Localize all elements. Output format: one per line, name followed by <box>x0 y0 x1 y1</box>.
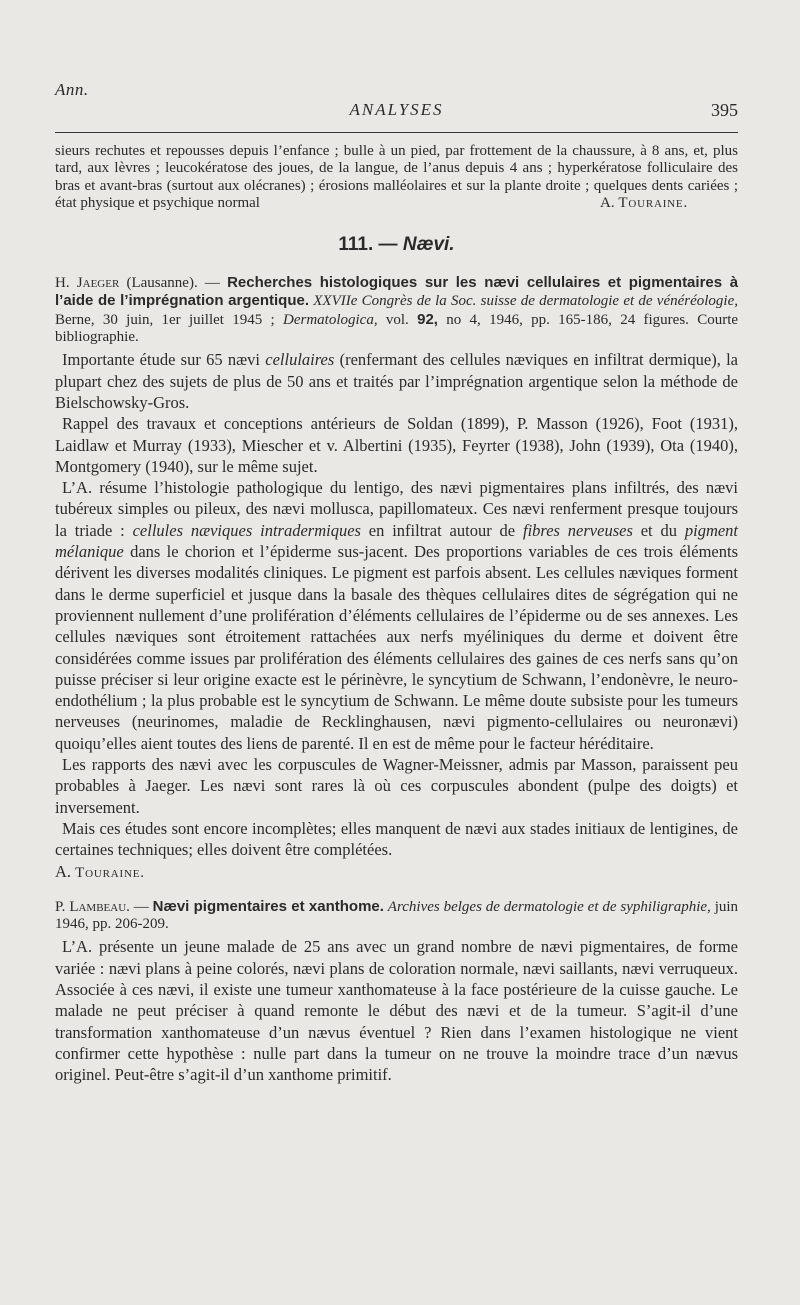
article-title: Nævi pigmentaires et xanthome. <box>152 897 384 915</box>
author-name: Jaeger <box>76 275 120 292</box>
article-title: Recherches histologiques sur les nævi cellulaires et pigmentaires à l’aide de l’imprégnation argentique. <box>55 274 739 310</box>
section-heading <box>55 234 738 256</box>
paragraph: Les rapports des nævi avec les corpuscules de Wagner-Meissner, admis par Masson, paraissent peu probables à Jaeger. Les nævi sont rares là où ces corpuscules abondent (pulpe des doigts) et inversement. <box>55 755 738 817</box>
article-reference-jaeger: H. Jaeger (Lausanne). — Recherches histologiques sur les nævi cellulaires et pigmentaires à l’aide de l’imprégnation argentique. XXVIIe Congrès de la Soc. suisse de dermatologie et de vénéréologie, Berne, 30 juin, 1er juillet 1945 ; Dermatologica, vol. 92, no 4, 1946, pp. 165-186, 24 figures. Courte bibliographie. <box>55 274 739 346</box>
paragraph: L’A. résume l’histologie pathologique du lentigo, des nævi pigmentaires plans infiltrés, des nævi tubéreux simples ou pileux, des nævi mollusca, papillomateux. Ces nævi renferment presque toujours la triade : cellules næviques intradermiques en infiltrat autour de fibres nerveuses et du pigment mélanique dans le chorion et l’épiderme sus-jacent. Des proportions variables de ces trois éléments dérivent les diverses modalités cliniques. Le pigment est parfois absent. Les cellules næviques forment dans le derme superficiel et jusque dans la basale des thèques cellulaires dites de ségrégation qui ne proviennent nullement d’une prolifération d’éléments cellulaires de l’épiderme ou de ses annexes. Les cellules næviques sont étroitement rattachées aux nerfs myéliniques du derme et doivent être considérées comme issues par prolifération des éléments cellulaires des gaines de ces nerfs sans qu’on puisse préciser si leur origine exacte est le périnèvre, le syncytium de Schwann, l’endonèvre, le neuro-endothélium ; la plus probable est le syncytium de Schwann. Le même doute subsiste pour les tumeurs nerveuses (neurinomes, maladie de Recklinghausen, nævi pigmento-cellulaires ou neuronævi) quoiqu’elles aient toutes des liens de parenté. Il en est de même pour le facteur héréditaire. <box>55 478 739 753</box>
journal-abbrev: Ann. <box>55 80 89 99</box>
paragraph: L’A. présente un jeune malade de 25 ans avec un grand nombre de nævi pigmentaires, de forme variée : nævi plans à peine colorés, nævi plans de coloration normale, nævi saillants, nævi verruqueux. Associée à ces nævi, il existe une tumeur xanthomateuse à la face postérieure de la cuisse gauche. Le malade ne peut préciser à quand remonte le début des nævi et de la tumeur. S’agit-il d’une transformation xanthomateuse d’un nævus éventuel ? Rien dans l’examen histologique ne vient confirmer cette hypothèse : nulle part dans la tumeur on ne trouve la moindre trace d’un nævus originel. Peut-être s’agit-il d’un xanthome primitif. <box>55 937 738 1085</box>
previous-article-text: sieurs rechutes et repousses depuis l’enfance ; bulle à un pied, par frottement de la chaussure, à 8 ans, et, plus tard, aux lèvres ; leucokératose des joues, de la langue, de l’anus depuis 4 ans ; hyperkératose folliculaire des bras et avant-bras (surtout aux olécranes) ; érosions malléolaires et sur la plante droite ; quelques dents cariées ; état physique et psychique normal <box>55 143 738 211</box>
section-title: Nævi. <box>402 234 455 256</box>
article-signature: A. Touraine. <box>55 861 145 881</box>
header-rule <box>55 132 738 133</box>
paragraph: Importante étude sur 65 nævi cellulaires (renfermant des cellules næviques en infiltrat dermique), la plupart chez des sujets de plus de 50 ans et traités par l’imprégnation argentique selon la méthode de Bielschowsky-Gros. <box>55 350 738 412</box>
previous-article-signature: A. Touraine. <box>600 194 688 211</box>
running-title: ANALYSES <box>349 100 444 119</box>
paragraph: Rappel des travaux et conceptions antérieurs de Soldan (1899), P. Masson (1926), Foot (1931), Laidlaw et Murray (1933), Miescher et v. Albertini (1935), Feyrter (1938), John (1939), Ota (1940), Montgomery (1940), sur le même sujet. <box>55 414 738 476</box>
paragraph: Mais ces études sont encore incomplètes; elles manquent de nævi aux stades initiaux de lentigines, de certaines techniques; elles doivent être complétées. <box>55 818 738 860</box>
page-body <box>55 143 738 1085</box>
running-header <box>55 100 738 126</box>
page-number: 395 <box>711 100 738 120</box>
author-name: Lambeau. <box>69 898 130 915</box>
article-reference-lambeau: P. Lambeau. — Nævi pigmentaires et xanthome. Archives belges de dermatologie et de syphiligraphie, juin 1946, pp. 206-209. <box>55 897 739 933</box>
section-number: 111. — <box>338 234 398 256</box>
